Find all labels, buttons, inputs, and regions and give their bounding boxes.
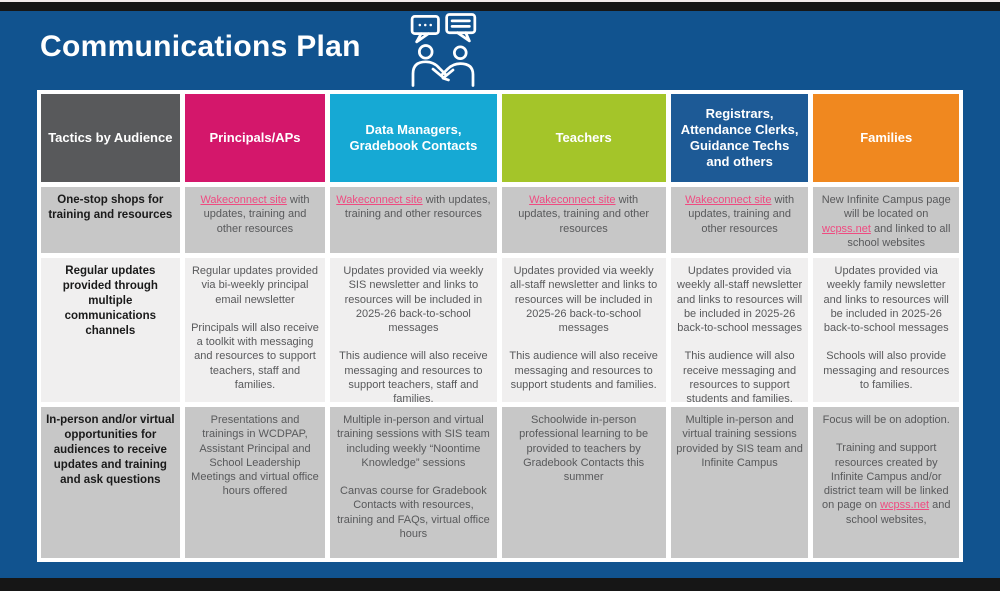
cell-text: Schools will also provide messaging and resources to families.	[823, 350, 950, 392]
wakeconnect-link[interactable]: Wakeconnect site	[336, 194, 423, 206]
column-header-4	[671, 94, 809, 182]
cell-paragraph	[335, 484, 491, 541]
bottom-black-bar	[0, 578, 1000, 591]
column-header-5	[813, 94, 959, 182]
cell-text: and school websites,	[845, 499, 951, 526]
row-label-1: Regular updates provided through multiple communications channels	[41, 258, 180, 402]
table-cell-r0-c2	[330, 187, 496, 253]
cell-text: This audience will also receive messaging and resources to support students and families.	[683, 350, 797, 406]
column-header-label: Families	[860, 129, 913, 145]
column-header-0	[41, 94, 180, 182]
row-label-2: In-person and/or virtual opportunities for audiences to receive updates and training and ask questions	[41, 407, 180, 558]
cell-text: Updates provided via weekly family newsletter and links to resources will be included in 2025-26 back-to-school messages	[823, 265, 949, 335]
cell-paragraph	[335, 193, 491, 222]
table-cell-r1-c5	[813, 258, 959, 402]
table-cell-r1-c4	[671, 258, 809, 406]
cell-paragraph	[190, 413, 321, 499]
column-header-label: Teachers	[555, 129, 612, 145]
table-cell-r0-c4	[671, 187, 809, 253]
cell-paragraph	[676, 264, 804, 335]
cell-text: Canvas course for Gradebook Contacts with resources, training and FAQs, virtual office hours	[337, 485, 490, 541]
cell-text: Focus will be on adoption.	[822, 414, 950, 426]
cell-paragraph	[818, 193, 954, 250]
cell-text: and linked to all school websites	[847, 222, 951, 249]
cell-text: Presentations and trainings in WCDPAP, Assistant Principal and School Leadership Meetings and virtual office hours offered	[191, 414, 319, 498]
wcpss-link[interactable]: wcpss.net	[822, 222, 871, 235]
table-cell-r0-c5	[813, 187, 959, 253]
communications-plan-table	[37, 90, 963, 562]
column-header-label: Registrars, Attendance Clerks, Guidance Techs and others	[680, 105, 799, 170]
cell-paragraph	[676, 193, 804, 236]
wakeconnect-link[interactable]: Wakeconnect site	[685, 194, 772, 206]
table-cell-r1-c3	[502, 258, 666, 402]
cell-text: New Infinite Campus page will be located on	[821, 194, 951, 221]
cell-paragraph	[676, 413, 804, 470]
cell-paragraph	[507, 413, 661, 484]
cell-paragraph	[818, 413, 954, 427]
column-header-label: Principals/APs	[209, 129, 301, 145]
row-label-0: One-stop shops for training and resources	[41, 187, 180, 253]
cell-text: with updates, training and other resources	[203, 194, 310, 235]
cell-text: with updates, training and other resources	[344, 194, 491, 221]
cell-text: Updates provided via weekly all-staff newsletter and links to resources will be included in 2025-26 back-to-school messages	[510, 265, 658, 335]
cell-paragraph	[818, 349, 954, 392]
cell-text: Multiple in-person and virtual training sessions with SIS team including weekly “Noontime Knowledge” sessions	[336, 414, 490, 469]
column-header-label: Data Managers, Gradebook Contacts	[349, 121, 478, 153]
cell-paragraph	[507, 349, 661, 392]
cell-paragraph	[190, 321, 321, 392]
page-title: Communications Plan	[40, 30, 361, 63]
column-header-1	[185, 94, 326, 182]
cell-paragraph	[190, 264, 321, 307]
cell-text: Multiple in-person and virtual training sessions provided by SIS team and Infinite Campus	[676, 414, 803, 469]
people-handshake-chat-icon	[403, 13, 483, 87]
cell-text: Regular updates provided via bi-weekly principal email newsletter	[191, 265, 318, 306]
table-cell-r2-c4	[671, 407, 809, 558]
cell-text: Schoolwide in-person professional learning to be provided to teachers by Gradebook Contacts this summer	[519, 414, 649, 484]
cell-paragraph	[818, 264, 954, 335]
column-header-3	[502, 94, 666, 182]
cell-paragraph	[676, 349, 804, 406]
cell-text: This audience will also receive messaging and resources to support students and families.	[509, 350, 658, 392]
cell-text: with updates, training and other resources	[518, 194, 650, 235]
cell-paragraph	[190, 193, 321, 236]
cell-text: Principals will also receive a toolkit with messaging and resources to support teachers, staff and families.	[191, 321, 319, 392]
cell-text: Updates provided via weekly all-staff newsletter and links to resources will be included in 2025-26 back-to-school messages	[676, 265, 803, 335]
column-header-2	[330, 94, 496, 182]
cell-paragraph	[335, 349, 491, 406]
wakeconnect-link[interactable]: Wakeconnect site	[200, 194, 287, 206]
table-cell-r0-c3	[502, 187, 666, 253]
table-cell-r1-c1	[185, 258, 326, 402]
cell-text: with updates, training and other resources	[688, 194, 795, 235]
cell-paragraph	[335, 413, 491, 470]
cell-paragraph	[507, 264, 661, 335]
wakeconnect-link[interactable]: Wakeconnect site	[529, 194, 616, 206]
cell-paragraph	[335, 264, 491, 335]
cell-text: Updates provided via weekly SIS newsletter and links to resources will be included in 2025-26 back-to-school messages	[343, 265, 484, 335]
table-cell-r2-c5	[813, 407, 959, 558]
cell-paragraph	[818, 441, 954, 527]
table-cell-r0-c1	[185, 187, 326, 253]
cell-text: Training and support resources created by Infinite Campus and/or district team will be linked on page on	[821, 442, 949, 512]
cell-text: This audience will also receive messaging and resources to support teachers, staff and families.	[339, 350, 488, 406]
top-black-bar	[0, 2, 1000, 11]
cell-paragraph	[507, 193, 661, 236]
table-cell-r2-c1	[185, 407, 326, 558]
table-cell-r1-c2	[330, 258, 496, 406]
column-header-label: Tactics by Audience	[48, 129, 173, 145]
wcpss-link[interactable]: wcpss.net	[880, 499, 930, 512]
table-cell-r2-c2	[330, 407, 496, 558]
table-cell-r2-c3	[502, 407, 666, 558]
